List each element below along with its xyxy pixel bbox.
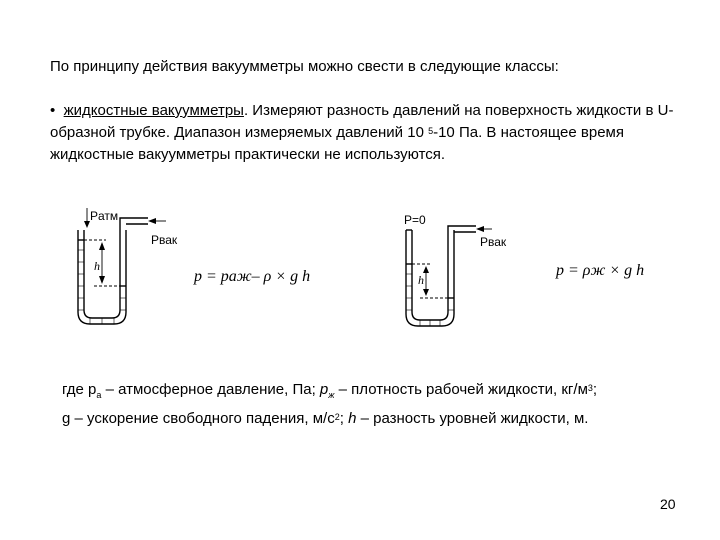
label-pvak-left: Pвак xyxy=(151,233,178,247)
legend xyxy=(62,378,682,431)
bullet-item xyxy=(50,100,690,166)
u-tube-outer-right xyxy=(406,230,454,326)
page-number: 20 xyxy=(660,496,676,512)
legend-line-2 xyxy=(62,407,682,431)
legend-sub: ж xyxy=(328,390,335,400)
label-patm: Pатм xyxy=(90,209,119,223)
legend-text: где р xyxy=(62,381,97,398)
legend-text: ; xyxy=(339,410,349,427)
legend-text: g – ускорение свободного падения, м/с xyxy=(62,410,335,427)
formula-left: p = pаж– ρ × g h xyxy=(194,268,311,285)
intro-text: По принципу действия вакуумметры можно свести в следующие классы: xyxy=(50,58,559,75)
bullet-text-a: . Измеряют разность давлений на поверхность жидкости в U-образной трубке. Диапазон измеряемых давлений 10 xyxy=(50,102,674,141)
bullet-text-b: -10 Па. В настоящее время жидкостные вакуумметры практически не используются. xyxy=(50,124,624,163)
legend-text: – разность уровней жидкости, м. xyxy=(356,410,589,427)
label-p0: P=0 xyxy=(404,213,426,227)
legend-h: h xyxy=(348,410,357,427)
legend-text: – плотность рабочей жидкости, кг/м xyxy=(334,381,588,398)
figure-left-u-tube xyxy=(66,204,196,332)
legend-exponent: 3 xyxy=(587,383,593,393)
legend-rho: р xyxy=(319,381,329,398)
legend-line-1 xyxy=(62,378,682,407)
figure-right-u-tube xyxy=(396,210,526,334)
legend-sub: а xyxy=(96,390,102,400)
label-h-right: h xyxy=(418,273,424,287)
bullet-term: жидкостные вакуумметры xyxy=(63,102,244,119)
legend-text: ; xyxy=(592,381,598,398)
label-h-left: h xyxy=(94,259,100,273)
formula-right: p = ρж × g h xyxy=(556,262,645,279)
legend-text: – атмосферное давление, Па; xyxy=(101,381,320,398)
legend-exponent: 2 xyxy=(334,412,340,422)
bullet-exponent: 5 xyxy=(428,126,434,136)
label-pvak-right: Pвак xyxy=(480,235,507,249)
bullet-marker: • xyxy=(50,102,56,119)
